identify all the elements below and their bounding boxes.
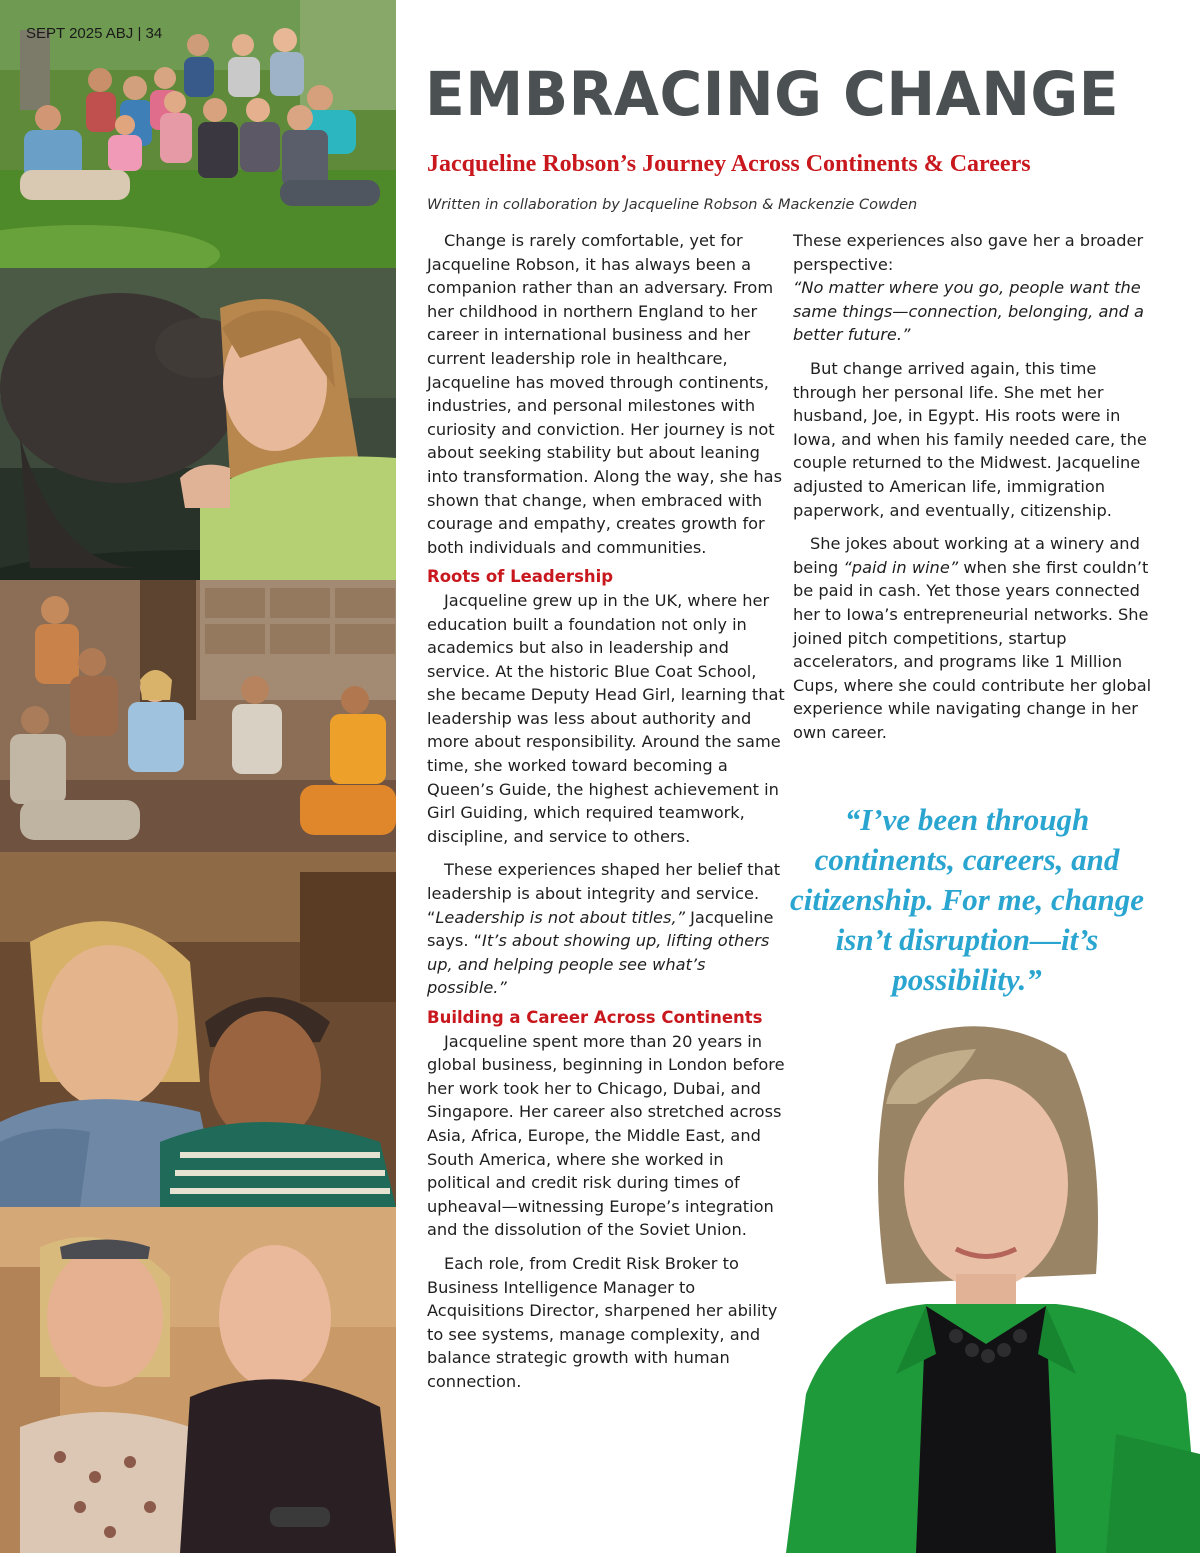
paragraph-personal-life: But change arrived again, this time through her personal life. She met her husband, Joe, in Egypt. His roots were in Iowa, and when his family needed care, the couple returned to the Midwest. Jacqueline adjusted to American life, immigration paperwork, and eventually, citizenship. xyxy=(793,358,1147,520)
quote-paid-in-wine: “paid in wine” xyxy=(843,557,959,577)
paragraph-perspective xyxy=(793,229,1153,347)
couple-photo xyxy=(0,1207,396,1553)
quote-titles: Leadership is not about titles,” xyxy=(435,907,685,927)
paragraph-roles: Each role, from Credit Risk Broker to Business Intelligence Manager to Acquisitions Director, sharpened her ability to see systems, manage complexity, and balance strategic growth with human connection. xyxy=(427,1253,778,1391)
paragraph-winery xyxy=(793,532,1153,744)
winery-text-a: She jokes about working at a winery and being xyxy=(793,534,1140,577)
quote-perspective: “No matter where you go, people want the same things—connection, belonging, and a better future.” xyxy=(793,278,1144,345)
quote-showing-up: It’s about showing up, lifting others up, and helping people see what’s possible.” xyxy=(427,931,770,998)
paragraph-roots: Jacqueline grew up in the UK, where her education built a foundation not only in academics but also in leadership and service. At the historic Blue Coat School, she became Deputy Head Girl, learning that leadership was less about authority and more about responsibility. Around the same time, she worked toward becoming a Queen’s Guide, the highest achievement in Girl Guiding, which required teamwork, discipline, and service to others. xyxy=(427,590,785,846)
elder-woman-photo xyxy=(0,852,396,1207)
byline: Written in collaboration by Jacqueline Robson & Mackenzie Cowden xyxy=(427,197,918,213)
article-subtitle: Jacqueline Robson’s Journey Across Continents & Careers xyxy=(427,151,1031,177)
photo-column xyxy=(0,0,396,1553)
sadhus-photo xyxy=(0,580,396,852)
article-title: EMBRACING CHANGE xyxy=(425,59,1119,130)
subhead-roots-of-leadership: Roots of Leadership xyxy=(427,567,614,587)
paragraph-career: Jacqueline spent more than 20 years in global business, beginning in London before her work took her to Chicago, Dubai, and Singapore. Her career also stretched across Asia, Africa, Europe, the Middle East, and South America, where she worked in political and credit risk during times of upheaval—witnessing Europe’s integration and the dissolution of the Soviet Union. xyxy=(427,1031,785,1240)
winery-text-b: when she first couldn’t be paid in cash. Yet those years connected her to Iowa’s entrepreneurial networks. She joined pitch competitions, startup accelerators, and programs like 1 Million Cups, where she could contribute her global experience while navigating change in her own career. xyxy=(793,557,1152,742)
article-column-2 xyxy=(793,229,1153,744)
subhead-building-career: Building a Career Across Continents xyxy=(427,1008,763,1027)
article-column-1 xyxy=(427,229,787,1394)
perspective-lead: These experiences also gave her a broader perspective: xyxy=(793,231,1144,274)
sea-lion-photo xyxy=(0,268,396,580)
paragraph-belief xyxy=(427,858,787,1000)
paragraph-belief-text: These experiences shaped her belief that leadership is about integrity and service. “ xyxy=(427,860,781,927)
pull-quote: “I’ve been through continents, careers, and citizenship. For me, change isn’t disruption—it’s possibility.” xyxy=(790,802,1144,997)
portrait-photo xyxy=(776,1014,1200,1553)
attribution: Jacqueline says. “ xyxy=(427,907,774,951)
folio: SEPT 2025 ABJ | 34 xyxy=(26,25,163,42)
paragraph-intro: Change is rarely comfortable, yet for Jacqueline Robson, it has always been a companion rather than an adversary. From her childhood in northern England to her career in international business and her current leadership role in healthcare, Jacqueline has moved through continents, industries, and personal milestones with curiosity and conviction. Her journey is not about seeking stability but about leaning into transformation. Along the way, she has shown that change, when embraced with courage and empathy, creates growth for both individuals and communities. xyxy=(427,231,783,557)
